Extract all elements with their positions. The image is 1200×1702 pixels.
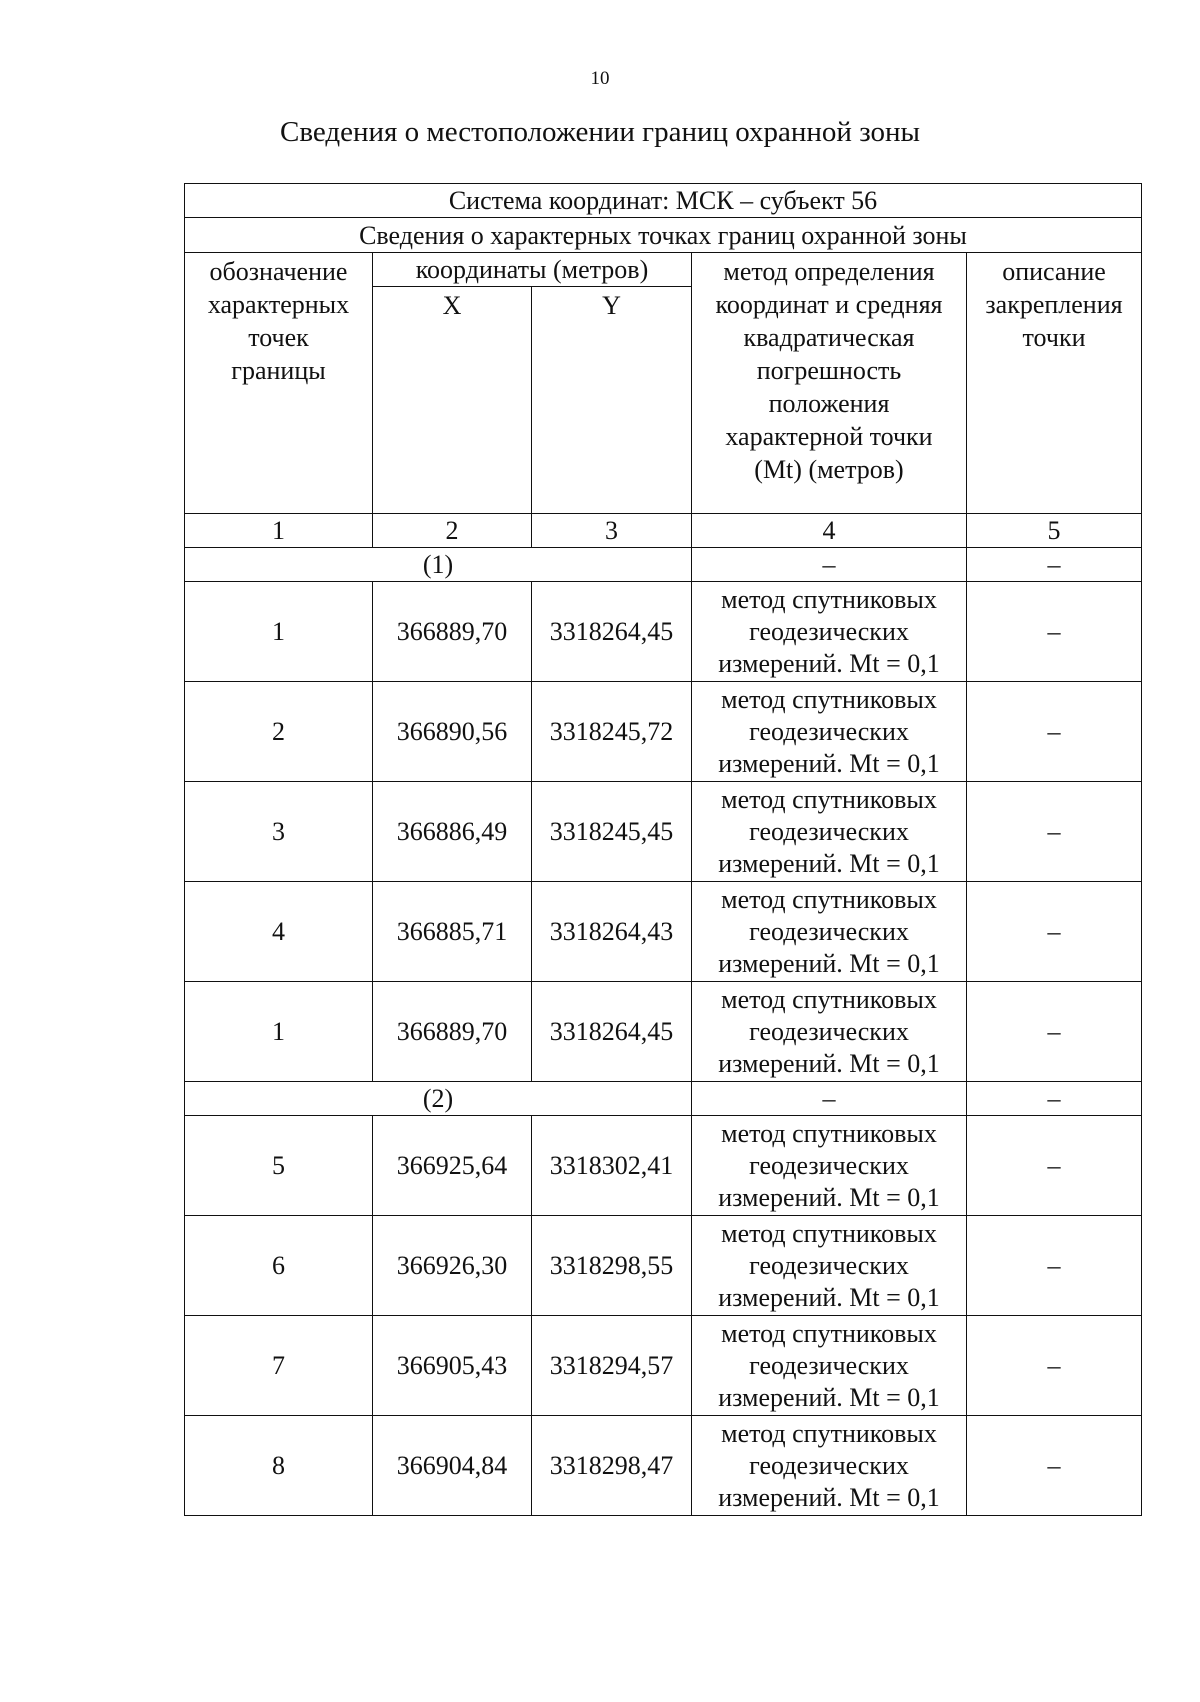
column-numbers-row <box>185 514 1142 548</box>
method-line: метод спутниковых <box>721 1318 937 1348</box>
table-row <box>185 882 1142 982</box>
header-line: (Mt) (метров) <box>754 455 904 484</box>
method-line: метод спутниковых <box>721 584 937 614</box>
group-method: – <box>692 548 967 582</box>
coordinate-x: 366926,30 <box>373 1216 532 1316</box>
header-line: границы <box>231 356 326 385</box>
header-coordinates: координаты (метров) <box>373 253 692 287</box>
coordinate-system-row <box>185 184 1142 218</box>
header-y: Y <box>532 287 692 514</box>
method-cell <box>692 982 967 1082</box>
description-cell: – <box>967 1416 1142 1516</box>
method-cell <box>692 682 967 782</box>
header-line: точки <box>1022 323 1086 352</box>
method-cell <box>692 782 967 882</box>
table-row <box>185 782 1142 882</box>
method-line: измерений. Mt = 0,1 <box>718 1182 940 1212</box>
method-cell <box>692 882 967 982</box>
coordinate-y: 3318302,41 <box>532 1116 692 1216</box>
header-x: X <box>373 287 532 514</box>
coordinate-x: 366925,64 <box>373 1116 532 1216</box>
description-cell: – <box>967 782 1142 882</box>
header-line: характерных <box>207 290 350 319</box>
coordinate-y: 3318264,43 <box>532 882 692 982</box>
method-line: метод спутниковых <box>721 1118 937 1148</box>
method-line: геодезических <box>749 916 909 946</box>
table-row <box>185 1416 1142 1516</box>
coordinate-y: 3318245,72 <box>532 682 692 782</box>
coordinate-y: 3318298,47 <box>532 1416 692 1516</box>
info-row <box>185 218 1142 253</box>
header-method <box>692 253 967 514</box>
point-number: 4 <box>185 882 373 982</box>
header-description <box>967 253 1142 514</box>
method-line: геодезических <box>749 1150 909 1180</box>
description-cell: – <box>967 982 1142 1082</box>
description-cell: – <box>967 682 1142 782</box>
method-line: измерений. Mt = 0,1 <box>718 1382 940 1412</box>
boundary-points-table <box>184 183 1142 1516</box>
group-row <box>185 548 1142 582</box>
method-cell <box>692 1316 967 1416</box>
point-number: 8 <box>185 1416 373 1516</box>
coordinate-system-cell: Система координат: МСК – субъект 56 <box>185 184 1142 218</box>
header-point-designation <box>185 253 373 514</box>
method-line: метод спутниковых <box>721 684 937 714</box>
method-line: метод спутниковых <box>721 884 937 914</box>
header-line: координат и средняя <box>715 290 943 319</box>
method-line: измерений. Mt = 0,1 <box>718 1048 940 1078</box>
table-row <box>185 1116 1142 1216</box>
method-cell <box>692 582 967 682</box>
column-number: 2 <box>373 514 532 548</box>
point-number: 7 <box>185 1316 373 1416</box>
method-line: метод спутниковых <box>721 1218 937 1248</box>
coordinate-x: 366889,70 <box>373 982 532 1082</box>
method-line: измерений. Mt = 0,1 <box>718 648 940 678</box>
column-number: 1 <box>185 514 373 548</box>
point-number: 1 <box>185 982 373 1082</box>
coordinate-x: 366886,49 <box>373 782 532 882</box>
method-line: геодезических <box>749 1016 909 1046</box>
method-line: геодезических <box>749 1250 909 1280</box>
method-line: измерений. Mt = 0,1 <box>718 1282 940 1312</box>
coordinate-x: 366904,84 <box>373 1416 532 1516</box>
method-line: геодезических <box>749 816 909 846</box>
header-line: закрепления <box>985 290 1123 319</box>
method-line: измерений. Mt = 0,1 <box>718 748 940 778</box>
method-line: метод спутниковых <box>721 784 937 814</box>
coordinate-x: 366885,71 <box>373 882 532 982</box>
header-line: положения <box>768 389 890 418</box>
table-row <box>185 682 1142 782</box>
header-line: обозначение <box>209 257 348 286</box>
description-cell: – <box>967 882 1142 982</box>
group-description: – <box>967 1082 1142 1116</box>
coordinate-y: 3318298,55 <box>532 1216 692 1316</box>
coordinate-x: 366890,56 <box>373 682 532 782</box>
header-line: описание <box>1002 257 1106 286</box>
point-number: 6 <box>185 1216 373 1316</box>
table-row <box>185 582 1142 682</box>
coordinate-x: 366905,43 <box>373 1316 532 1416</box>
header-line: характерной точки <box>725 422 933 451</box>
method-cell <box>692 1216 967 1316</box>
point-number: 5 <box>185 1116 373 1216</box>
header-line: квадратическая <box>743 323 915 352</box>
coordinate-x: 366889,70 <box>373 582 532 682</box>
column-number: 4 <box>692 514 967 548</box>
coordinate-y: 3318264,45 <box>532 982 692 1082</box>
method-line: метод спутниковых <box>721 1418 937 1448</box>
method-cell <box>692 1116 967 1216</box>
method-line: геодезических <box>749 616 909 646</box>
method-line: измерений. Mt = 0,1 <box>718 1482 940 1512</box>
method-line: геодезических <box>749 1450 909 1480</box>
point-number: 3 <box>185 782 373 882</box>
description-cell: – <box>967 1116 1142 1216</box>
table-row <box>185 1316 1142 1416</box>
point-number: 1 <box>185 582 373 682</box>
header-row <box>185 253 1142 287</box>
description-cell: – <box>967 1316 1142 1416</box>
point-number: 2 <box>185 682 373 782</box>
header-line: точек <box>248 323 309 352</box>
info-cell: Сведения о характерных точках границ охранной зоны <box>185 218 1142 253</box>
description-cell: – <box>967 1216 1142 1316</box>
method-line: измерений. Mt = 0,1 <box>718 848 940 878</box>
method-line: геодезических <box>749 716 909 746</box>
column-number: 3 <box>532 514 692 548</box>
group-label: (2) <box>185 1082 692 1116</box>
group-description: – <box>967 548 1142 582</box>
group-label: (1) <box>185 548 692 582</box>
column-number: 5 <box>967 514 1142 548</box>
method-line: геодезических <box>749 1350 909 1380</box>
header-line: метод определения <box>723 257 935 286</box>
coordinate-y: 3318264,45 <box>532 582 692 682</box>
group-row <box>185 1082 1142 1116</box>
coordinate-y: 3318245,45 <box>532 782 692 882</box>
page-title: Сведения о местоположении границ охранной зоны <box>279 116 920 148</box>
method-line: измерений. Mt = 0,1 <box>718 948 940 978</box>
page-number: 10 <box>590 68 610 89</box>
method-line: метод спутниковых <box>721 984 937 1014</box>
method-cell <box>692 1416 967 1516</box>
group-method: – <box>692 1082 967 1116</box>
coordinate-y: 3318294,57 <box>532 1316 692 1416</box>
header-line: погрешность <box>756 356 902 385</box>
table-row <box>185 982 1142 1082</box>
description-cell: – <box>967 582 1142 682</box>
table-row <box>185 1216 1142 1316</box>
